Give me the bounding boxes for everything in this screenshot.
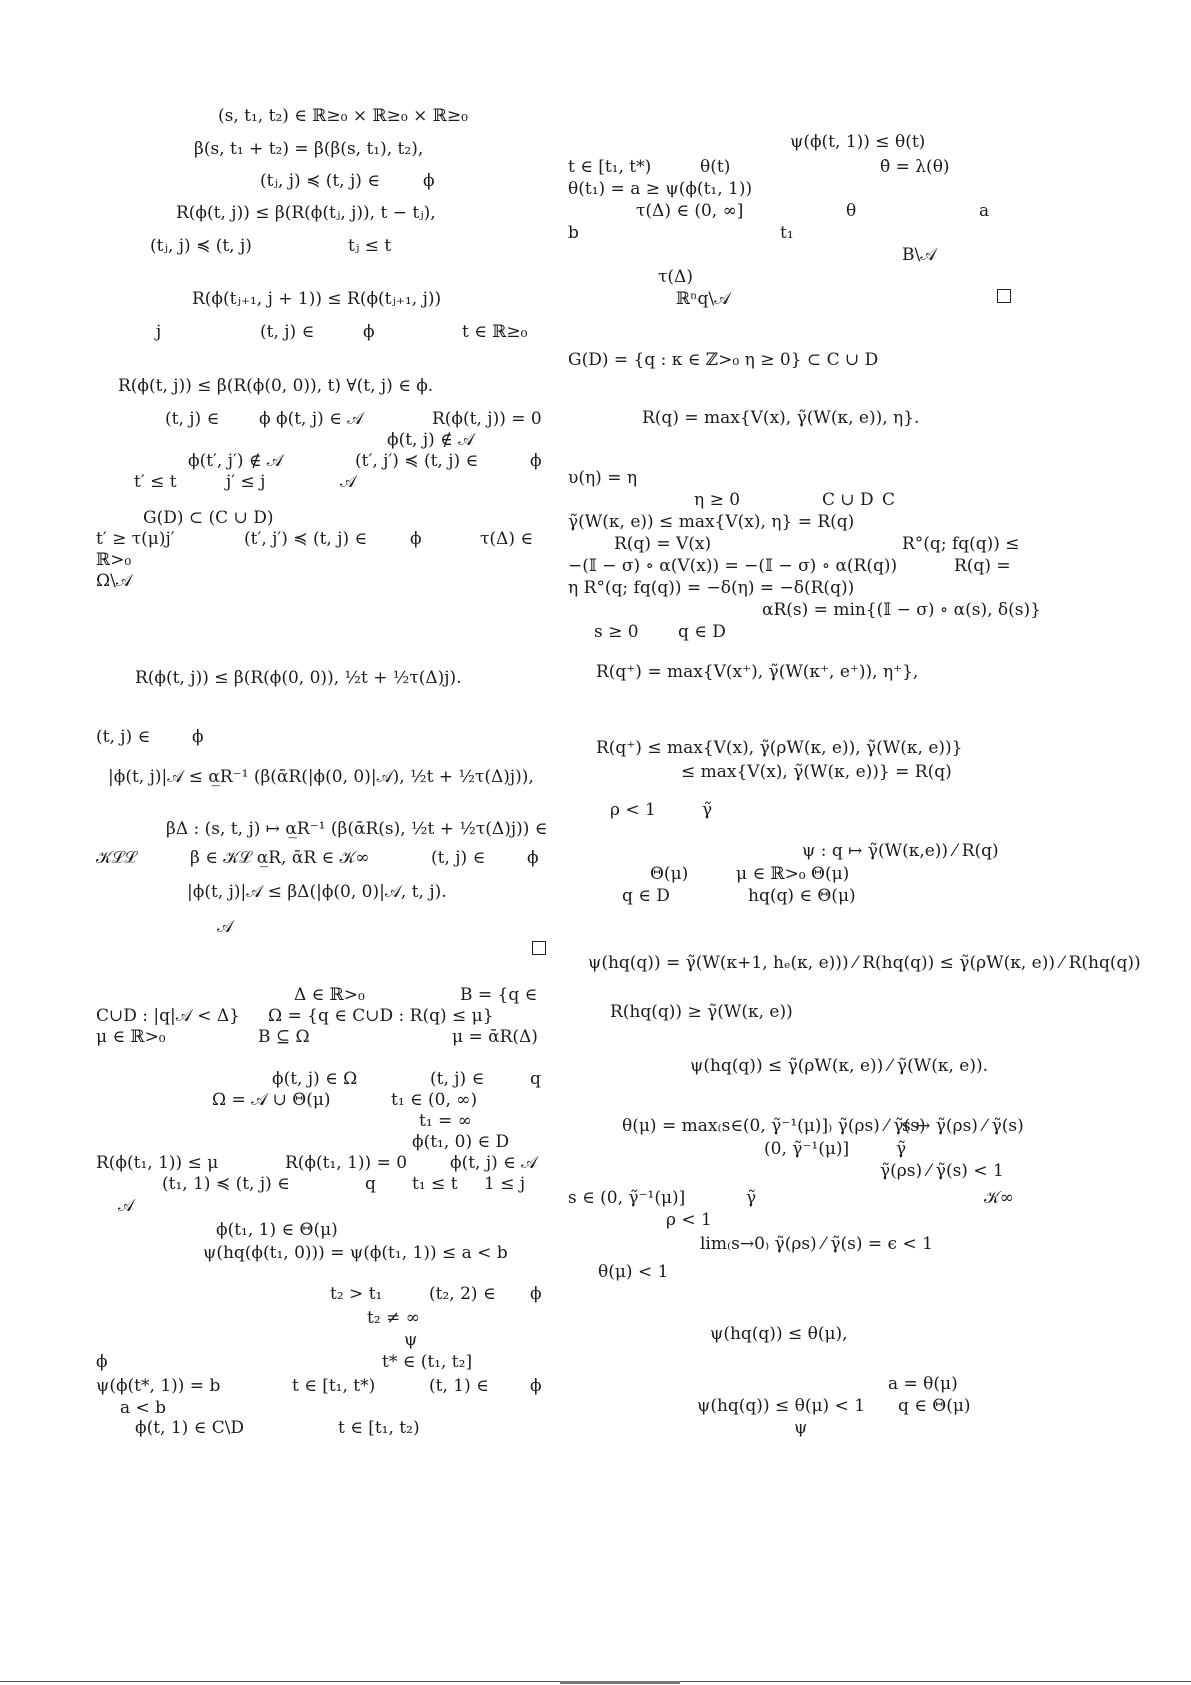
formula-fragment: ψ(ϕ(t, 1)) ≤ θ(t) xyxy=(790,132,926,152)
formula-fragment: R(ϕ(t₁, 1)) = 0 xyxy=(285,1153,408,1173)
equation: R(ϕ(t, j)) ≤ β(R(ϕ(0, 0)), t) ∀(t, j) ∈ ϕ. xyxy=(118,376,434,396)
formula-fragment: q ∈ D xyxy=(678,622,726,642)
formula-fragment: t ∈ [t₁, t₂) xyxy=(338,1418,420,1438)
formula-fragment: ϕ xyxy=(410,529,422,549)
formula-fragment: β ∈ 𝒦ℒ α̲R, ᾱR ∈ 𝒦∞ xyxy=(190,848,370,868)
formula-fragment: (t₂, 2) ∈ xyxy=(429,1284,496,1304)
formula-fragment: t₁ ≤ t xyxy=(412,1174,458,1194)
formula-fragment: a < b xyxy=(120,1398,167,1418)
formula-fragment: Ω = {q ∈ C∪D : R(q) ≤ μ} xyxy=(268,1006,494,1026)
formula-fragment: R(hq(q)) ≥ γ̃(W(κ, e)) xyxy=(610,1002,793,1022)
equation: R(q⁺) = max{V(x⁺), γ̃(W(κ⁺, e⁺)), η⁺}, xyxy=(596,662,919,682)
formula-fragment: R(ϕ(t₁, 1)) ≤ μ xyxy=(96,1153,219,1173)
formula-fragment: γ̃(W(κ, e)) ≤ max{V(x), η} = R(q) xyxy=(568,512,855,532)
formula-fragment: ℝⁿq\𝒜 xyxy=(676,289,731,309)
formula-fragment: ψ : q ↦ γ̃(W(κ,e)) ⁄ R(q) xyxy=(802,841,999,861)
formula-fragment: γ̃ xyxy=(896,1139,907,1159)
formula-fragment: R(q) = V(x) xyxy=(614,534,712,554)
formula-fragment: (t, j) ∈ xyxy=(430,1069,485,1089)
formula-fragment: υ(η) = η xyxy=(568,468,638,488)
formula-fragment: q ∈ D xyxy=(622,886,670,906)
formula-fragment: (t, j) ∈ xyxy=(165,409,220,429)
equation: ψ(hq(q)) ≤ γ̃(ρW(κ, e)) ⁄ γ̃(W(κ, e)). xyxy=(690,1056,988,1076)
formula-fragment: b xyxy=(568,223,579,243)
formula-fragment: t* ∈ (t₁, t₂] xyxy=(382,1352,473,1372)
formula-fragment: Ω = 𝒜 ∪ Θ(μ) xyxy=(212,1090,331,1110)
formula-fragment: G(D) ⊂ (C ∪ D) xyxy=(143,508,274,528)
formula-fragment: ϕ(t, j) ∉ 𝒜 xyxy=(387,430,475,450)
formula-fragment: ρ < 1 xyxy=(666,1210,712,1230)
formula-fragment: R°(q; fq(q)) ≤ xyxy=(902,534,1020,554)
formula-fragment: τ(Δ) ∈ xyxy=(480,529,533,549)
qed-box xyxy=(997,289,1011,303)
equation: ψ(hq(q)) = γ̃(W(κ+1, hₑ(κ, e))) ⁄ R(hq(q)) ≤ γ̃(ρW(κ, e)) ⁄ R(hq(q)) xyxy=(588,953,1141,973)
formula-fragment: ψ(hq(ϕ(t₁, 0))) = ψ(ϕ(t₁, 1)) ≤ a < b xyxy=(203,1243,508,1263)
formula-fragment: tⱼ ≤ t xyxy=(348,236,392,256)
formula-fragment: (t, j) ∈ xyxy=(96,727,151,747)
formula-fragment: θ xyxy=(846,201,857,221)
formula-fragment: (s, t₁, t₂) ∈ ℝ≥₀ × ℝ≥₀ × ℝ≥₀ xyxy=(218,106,468,126)
equation: β(s, t₁ + t₂) = β(β(s, t₁), t₂), xyxy=(194,139,424,159)
formula-fragment: ϕ(t, j) ∈ Ω xyxy=(272,1069,358,1089)
formula-fragment: a xyxy=(979,201,990,221)
formula-fragment: (t′, j′) ≼ (t, j) ∈ xyxy=(244,529,368,549)
formula-fragment: ϕ xyxy=(530,1376,542,1396)
formula-fragment: ϕ(t₁, 0) ∈ D xyxy=(412,1132,510,1152)
formula-fragment: 𝒜 xyxy=(217,917,234,937)
formula-fragment: s ∈ (0, γ̃⁻¹(μ)] xyxy=(568,1188,686,1208)
formula-fragment: 𝒜 xyxy=(340,472,357,492)
formula-fragment: s ≥ 0 xyxy=(594,622,639,642)
formula-fragment: γ̃ xyxy=(746,1188,757,1208)
formula-fragment: ϕ xyxy=(530,1284,542,1304)
equation: |ϕ(t, j)|𝒜 ≤ βΔ(|ϕ(0, 0)|𝒜, t, j). xyxy=(187,882,447,902)
formula-fragment: η R°(q; fq(q)) = −δ(η) = −δ(R(q)) xyxy=(568,578,855,598)
formula-fragment: q ∈ Θ(μ) xyxy=(898,1396,971,1416)
formula-fragment: (t, 1) ∈ xyxy=(429,1376,489,1396)
formula-fragment: Ω\𝒜 xyxy=(96,571,132,591)
equation: θ(μ) = max₍s∈(0, γ̃⁻¹(μ)]₎ γ̃(ρs) ⁄ γ̃(s) xyxy=(622,1116,926,1136)
formula-fragment: C xyxy=(882,490,896,510)
formula-fragment: ψ xyxy=(404,1330,418,1350)
formula-fragment: η ≥ 0 xyxy=(694,490,741,510)
formula-fragment: t ∈ [t₁, t*) xyxy=(292,1376,376,1396)
formula-fragment: t₁ xyxy=(780,223,794,243)
formula-fragment: θ̇ = λ(θ) xyxy=(880,157,950,177)
formula-fragment: −(𝕀 − σ) ∘ α(V(x)) = −(𝕀 − σ) ∘ α(R(q)) xyxy=(568,556,898,576)
formula-fragment: R(q) = xyxy=(954,556,1011,576)
formula-fragment: ℝ>₀ xyxy=(96,550,132,570)
formula-fragment: ϕ(t′, j′) ∉ 𝒜 xyxy=(188,451,283,471)
formula-fragment: βΔ : (s, t, j) ↦ α̲R⁻¹ (β(ᾱR(s), ½t + ½τ(Δ)j)) ∈ xyxy=(166,819,548,839)
formula-fragment: θ(t) xyxy=(700,157,731,177)
formula-fragment: (t′, j′) ≼ (t, j) ∈ xyxy=(355,451,479,471)
equation: |ϕ(t, j)|𝒜 ≤ α̲R⁻¹ (β(ᾱR(|ϕ(0, 0)|𝒜), ½t + ½τ(Δ)j)), xyxy=(108,767,534,787)
equation: ψ(hq(q)) ≤ θ(μ), xyxy=(710,1324,848,1344)
formula-fragment: 𝒜 xyxy=(118,1196,135,1216)
formula-fragment: μ = ᾱR(Δ) xyxy=(452,1027,538,1047)
formula-fragment: Δ ∈ ℝ>₀ xyxy=(294,985,365,1005)
equation: R(q⁺) ≤ max{V(x), γ̃(ρW(κ, e)), γ̃(W(κ, e))} xyxy=(596,738,963,758)
formula-fragment: τ(Δ) xyxy=(658,267,693,287)
formula-fragment: ϕ(t₁, 1) ∈ Θ(μ) xyxy=(216,1220,338,1240)
formula-fragment: (t, j) ∈ xyxy=(431,848,486,868)
formula-fragment: q xyxy=(530,1069,541,1089)
formula-fragment: t₂ > t₁ xyxy=(330,1284,383,1304)
formula-fragment: q xyxy=(365,1174,376,1194)
formula-fragment: θ(μ) < 1 xyxy=(598,1262,669,1282)
formula-fragment: (tⱼ, j) ≼ (t, j) ∈ xyxy=(260,171,380,191)
formula-fragment: 𝒦∞ xyxy=(984,1188,1014,1208)
formula-fragment: B ⊆ Ω xyxy=(258,1027,310,1047)
formula-fragment: γ̃ xyxy=(702,800,713,820)
formula-fragment: ϕ(t, j) ∈ 𝒜 xyxy=(450,1153,538,1173)
formula-fragment: a = θ(μ) xyxy=(888,1374,958,1394)
formula-fragment: B = {q ∈ xyxy=(460,985,538,1005)
equation: ≤ max{V(x), γ̃(W(κ, e))} = R(q) xyxy=(681,762,952,782)
formula-fragment: ψ(hq(q)) ≤ θ(μ) < 1 xyxy=(697,1396,866,1416)
formula-fragment: C ∪ D xyxy=(822,490,874,510)
formula-fragment: ψ xyxy=(794,1418,808,1438)
equation: R(ϕ(t, j)) ≤ β(R(ϕ(tⱼ, j)), t − tⱼ), xyxy=(176,203,436,223)
formula-fragment: t′ ≤ t xyxy=(134,472,177,492)
formula-fragment: R(ϕ(tⱼ₊₁, j + 1)) ≤ R(ϕ(tⱼ₊₁, j)) xyxy=(192,289,442,309)
formula-fragment: ϕ ϕ(t, j) ∈ 𝒜 xyxy=(259,409,364,429)
formula-fragment: ψ(ϕ(t*, 1)) = b xyxy=(96,1376,221,1396)
formula-fragment: t₁ ∈ (0, ∞) xyxy=(391,1090,478,1110)
formula-fragment: 1 ≤ j xyxy=(484,1174,526,1194)
formula-fragment: μ ∈ ℝ>₀ Θ(μ) xyxy=(736,864,850,884)
formula-fragment: t ∈ [t₁, t*) xyxy=(568,157,652,177)
formula-fragment: ϕ(t, 1) ∈ C\D xyxy=(135,1418,245,1438)
formula-fragment: τ(Δ) ∈ (0, ∞] xyxy=(636,201,744,221)
qed-box xyxy=(532,941,546,955)
formula-fragment: t′ ≥ τ(μ)j′ xyxy=(96,529,175,549)
equation: R(ϕ(t, j)) ≤ β(R(ϕ(0, 0)), ½t + ½τ(Δ)j). xyxy=(135,668,462,688)
formula-fragment: μ ∈ ℝ>₀ xyxy=(96,1027,166,1047)
formula-fragment: ϕ xyxy=(423,171,435,191)
formula-fragment: ϕ xyxy=(530,451,542,471)
formula-fragment: (t, j) ∈ xyxy=(260,322,315,342)
formula-fragment: ϕ xyxy=(96,1352,108,1372)
formula-fragment: j′ ≤ j xyxy=(226,472,266,492)
formula-fragment: s ↦ γ̃(ρs) ⁄ γ̃(s) xyxy=(902,1116,1024,1136)
formula-fragment: ϕ xyxy=(527,848,539,868)
formula-fragment: B\𝒜 xyxy=(902,245,937,265)
formula-fragment: t₂ ≠ ∞ xyxy=(367,1308,420,1328)
equation: G(D) = {q : κ ∈ ℤ>₀ η ≥ 0} ⊂ C ∪ D xyxy=(568,350,879,370)
formula-fragment: (0, γ̃⁻¹(μ)] xyxy=(764,1139,850,1159)
formula-fragment: R(ϕ(t, j)) = 0 xyxy=(432,409,542,429)
formula-fragment: C∪D : |q|𝒜 < Δ} xyxy=(96,1006,240,1026)
formula-fragment: Θ(μ) xyxy=(650,864,689,884)
formula-fragment: θ(t₁) = a ≥ ψ(ϕ(t₁, 1)) xyxy=(568,179,753,199)
formula-fragment: αR(s) = min{(𝕀 − σ) ∘ α(s), δ(s)} xyxy=(762,600,1041,620)
formula-fragment: t₁ = ∞ xyxy=(419,1111,472,1131)
formula-fragment: (t₁, 1) ≼ (t, j) ∈ xyxy=(162,1174,290,1194)
page-bottom-mark xyxy=(560,1681,680,1684)
formula-fragment: ϕ xyxy=(363,322,375,342)
formula-fragment: t ∈ ℝ≥₀ xyxy=(462,322,528,342)
equation: R(q) = max{V(x), γ̃(W(κ, e)), η}. xyxy=(642,408,920,428)
formula-fragment: j xyxy=(156,322,162,342)
formula-fragment: γ̃(ρs) ⁄ γ̃(s) < 1 xyxy=(880,1161,1004,1181)
formula-fragment: lim₍s→0₎ γ̃(ρs) ⁄ γ̃(s) = ϵ < 1 xyxy=(700,1234,933,1254)
formula-fragment: ϕ xyxy=(192,727,204,747)
formula-fragment: hq(q) ∈ Θ(μ) xyxy=(748,886,856,906)
formula-fragment: (tⱼ, j) ≼ (t, j) xyxy=(150,236,252,256)
formula-fragment: ρ < 1 xyxy=(610,800,656,820)
formula-fragment: 𝒦ℒℒ xyxy=(96,848,137,868)
